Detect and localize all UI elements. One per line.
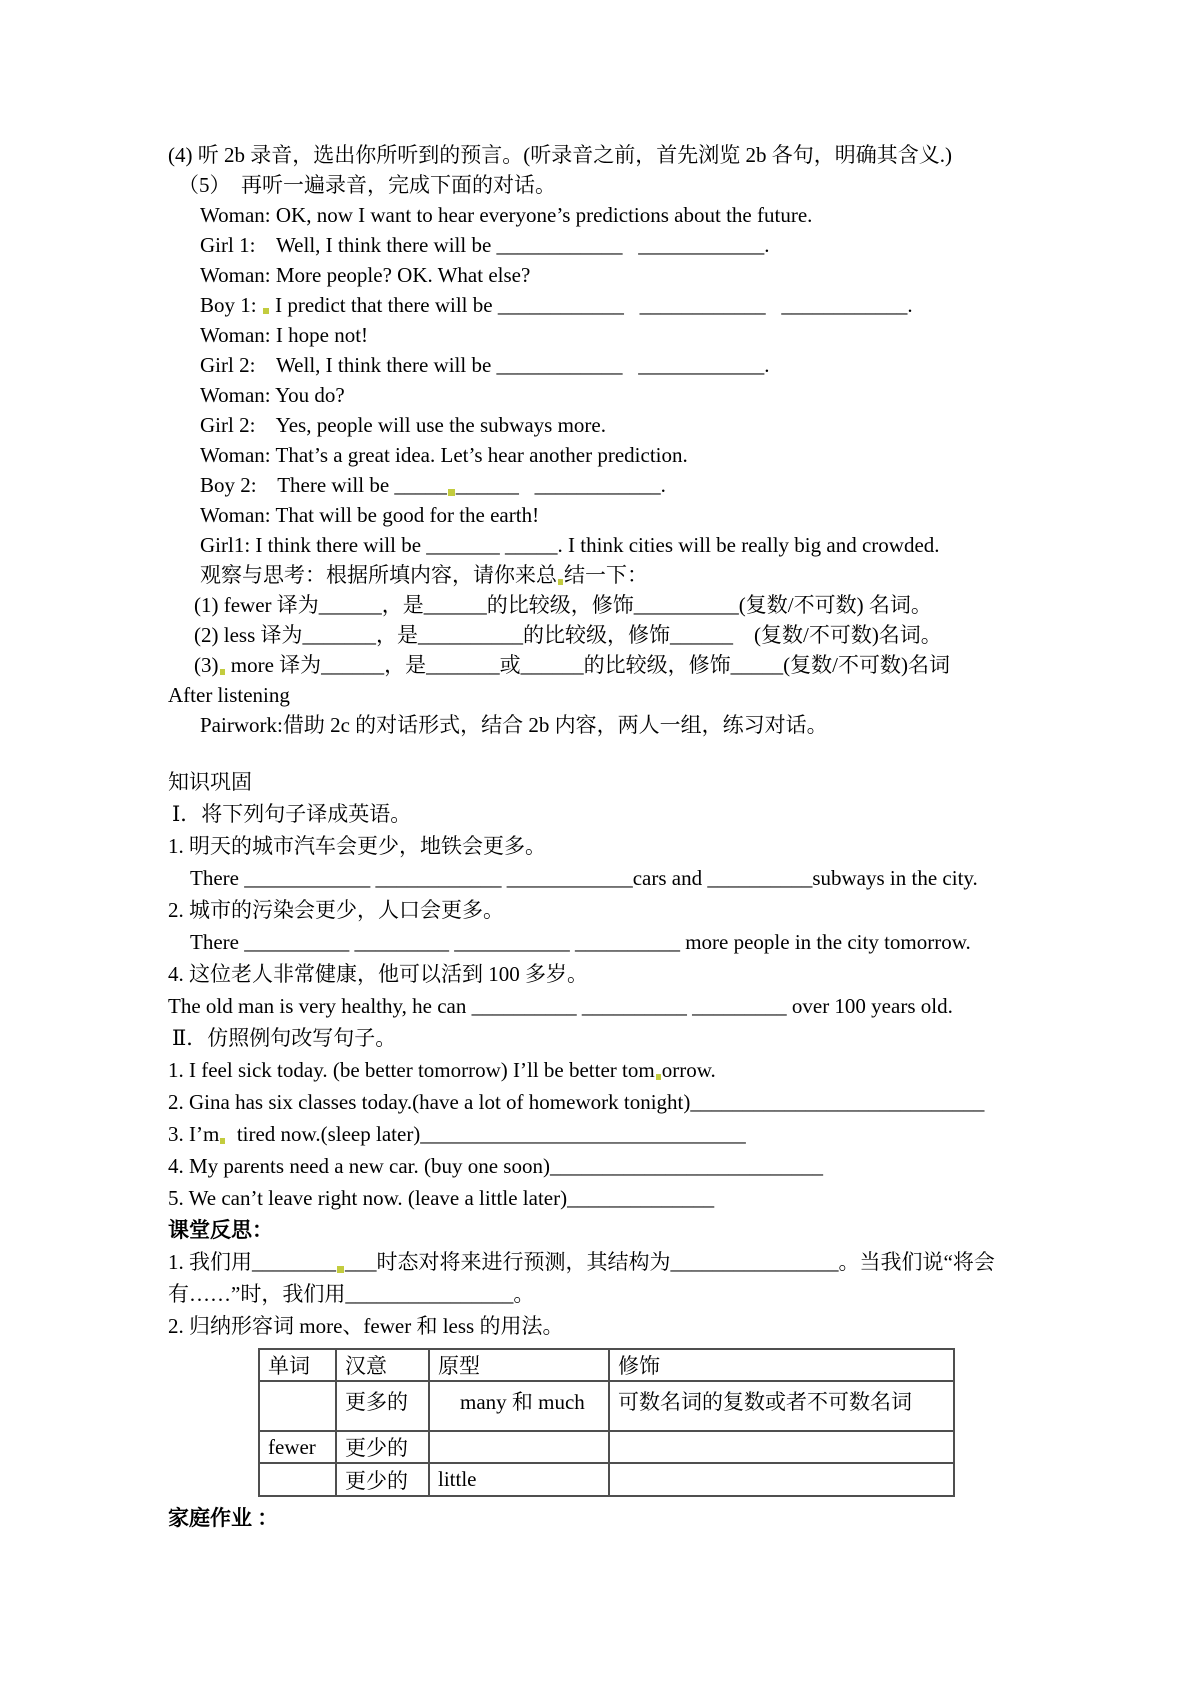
table-row (259, 1381, 954, 1431)
listening-item-5: （5） 再听一遍录音，完成下面的对话。 (178, 173, 556, 197)
summary3-pre: (3) (194, 653, 219, 677)
dialogue-line-girl1-1: Girl 1: Well, I think there will be ____________ ____________. (200, 233, 770, 257)
stray-highlight-mark (558, 579, 563, 585)
table-header-base: 原型 (429, 1349, 609, 1381)
part2-header: Ⅱ．仿照例句改写句子。 (172, 1026, 397, 1050)
grammar-usage-table (258, 1348, 955, 1497)
table-cell-meaning: 更少的 (336, 1431, 429, 1463)
table-cell-word (259, 1463, 336, 1496)
dialogue-line-girl2-2: Girl 2: Yes, people will use the subways more. (200, 413, 606, 437)
dialogue-line-woman-2: Woman: More people? OK. What else? (200, 263, 531, 287)
table-cell-modifies (609, 1431, 954, 1463)
rewrite3-pre: 3. I’m (168, 1122, 220, 1146)
reflection-q1-pre: 1. 我们用________ (168, 1250, 336, 1274)
after-listening-header: After listening (168, 683, 290, 707)
rewrite-item-2: 2. Gina has six classes today.(have a lot of homework tonight)____________________________ (168, 1090, 985, 1114)
table-cell-word (259, 1381, 336, 1431)
reflection-q1-line1 (168, 1246, 1166, 1278)
dialogue-line-woman-4: Woman: You do? (200, 383, 345, 407)
reflection-title: 课堂反思： (168, 1218, 273, 1242)
reflection-q2: 2. 归纳形容词 more、fewer 和 less 的用法。 (168, 1314, 564, 1338)
dialogue-boy2-post: ______ ____________. (455, 473, 666, 497)
pairwork-line: Pairwork:借助 2c 的对话形式，结合 2b 内容，两人一组，练习对话。 (200, 713, 828, 737)
part1-header: Ⅰ．将下列句子译成英语。 (172, 802, 412, 826)
dialogue-line-girl1-2: Girl1: I think there will be _______ _____. I think cities will be really big and crowded. (200, 533, 940, 557)
translate-1-cn: 1. 明天的城市汽车会更少，地铁会更多。 (168, 834, 546, 858)
stray-highlight-mark (337, 1266, 344, 1273)
rewrite-item-1 (168, 1054, 1166, 1086)
summary-item-3 (194, 650, 1166, 680)
translate-1-en: There ____________ ____________ ____________cars and __________subways in the city. (190, 866, 978, 890)
stray-highlight-mark (263, 308, 269, 314)
table-cell-modifies (609, 1463, 954, 1496)
rewrite-item-4: 4. My parents need a new car. (buy one soon)__________________________ (168, 1154, 823, 1178)
table-header-modifies: 修饰 (609, 1349, 954, 1381)
translate-2-en: There __________ _________ ___________ __________ more people in the city tomorrow. (190, 930, 971, 954)
table-cell-meaning: 更少的 (336, 1463, 429, 1496)
rewrite-item-5: 5. We can’t leave right now. (leave a little later)______________ (168, 1186, 715, 1210)
rewrite1-post: orrow. (661, 1058, 716, 1082)
listening-item-4: (4) 听 2b 录音，选出你所听到的预言。(听录音之前，首先浏览 2b 各句，明确其含义.) (168, 143, 952, 167)
table-cell-base: many 和 much (429, 1381, 609, 1431)
stray-highlight-mark (220, 669, 225, 675)
observe-think-line (200, 560, 1166, 590)
dialogue-line-boy1 (200, 290, 1166, 320)
table-cell-modifies: 可数名词的复数或者不可数名词 (609, 1381, 954, 1431)
rewrite-item-3 (168, 1118, 1166, 1150)
translate-4-en: The old man is very healthy, he can __________ __________ _________ over 100 years old. (168, 994, 953, 1018)
dialogue-line-girl2-1: Girl 2: Well, I think there will be ____________ ____________. (200, 353, 770, 377)
consolidation-title: 知识巩固 (168, 770, 252, 794)
table-row (259, 1463, 954, 1496)
reflection-q1-line2: 有……”时，我们用________________。 (168, 1282, 535, 1306)
dialogue-boy1-text: I predict that there will be ____________ ____________ ____________. (269, 293, 913, 317)
dialogue-boy1-speaker: Boy 1: (200, 293, 262, 317)
table-cell-word: fewer (259, 1431, 336, 1463)
dialogue-line-woman-3: Woman: I hope not! (200, 323, 369, 347)
dialogue-line-woman-1: Woman: OK, now I want to hear everyone’s predictions about the future. (200, 203, 813, 227)
stray-highlight-mark (220, 1138, 225, 1144)
table-header-word: 单词 (259, 1349, 336, 1381)
reflection-q1-post: ___时态对将来进行预测，其结构为________________。当我们说“将会 (345, 1250, 995, 1274)
table-cell-base: little (429, 1463, 609, 1496)
dialogue-line-woman-6: Woman: That will be good for the earth! (200, 503, 540, 527)
table-cell-base (429, 1431, 609, 1463)
dialogue-line-boy2 (200, 470, 1166, 500)
dialogue-line-woman-5: Woman: That’s a great idea. Let’s hear another prediction. (200, 443, 688, 467)
table-header-row (259, 1349, 954, 1381)
summary-item-2: (2) less 译为_______，是__________的比较级，修饰______ (复数/不可数)名词。 (194, 623, 942, 647)
table-row (259, 1431, 954, 1463)
observe-text-pre: 观察与思考：根据所填内容，请你来总 (200, 563, 557, 587)
translate-4-cn: 4. 这位老人非常健康，他可以活到 100 多岁。 (168, 962, 588, 986)
table-header-meaning: 汉意 (336, 1349, 429, 1381)
translate-2-cn: 2. 城市的污染会更少，人口会更多。 (168, 898, 504, 922)
rewrite1-pre: 1. I feel sick today. (be better tomorrow) I’ll be better tom (168, 1058, 655, 1082)
stray-highlight-mark (656, 1074, 661, 1080)
observe-text-post: 结一下： (564, 563, 648, 587)
rewrite3-post: tired now.(sleep later)_______________________________ (226, 1122, 746, 1146)
summary-item-1: (1) fewer 译为______，是______的比较级，修饰__________(复数/不可数) 名词。 (194, 593, 932, 617)
dialogue-boy2-pre: Boy 2: There will be _____ (200, 473, 447, 497)
summary3-post: more 译为______，是_______或______的比较级，修饰_____(复数/不可数)名词 (225, 653, 950, 677)
stray-highlight-mark (448, 489, 455, 496)
table-cell-meaning: 更多的 (336, 1381, 429, 1431)
homework-title: 家庭作业 ： (168, 1506, 279, 1530)
